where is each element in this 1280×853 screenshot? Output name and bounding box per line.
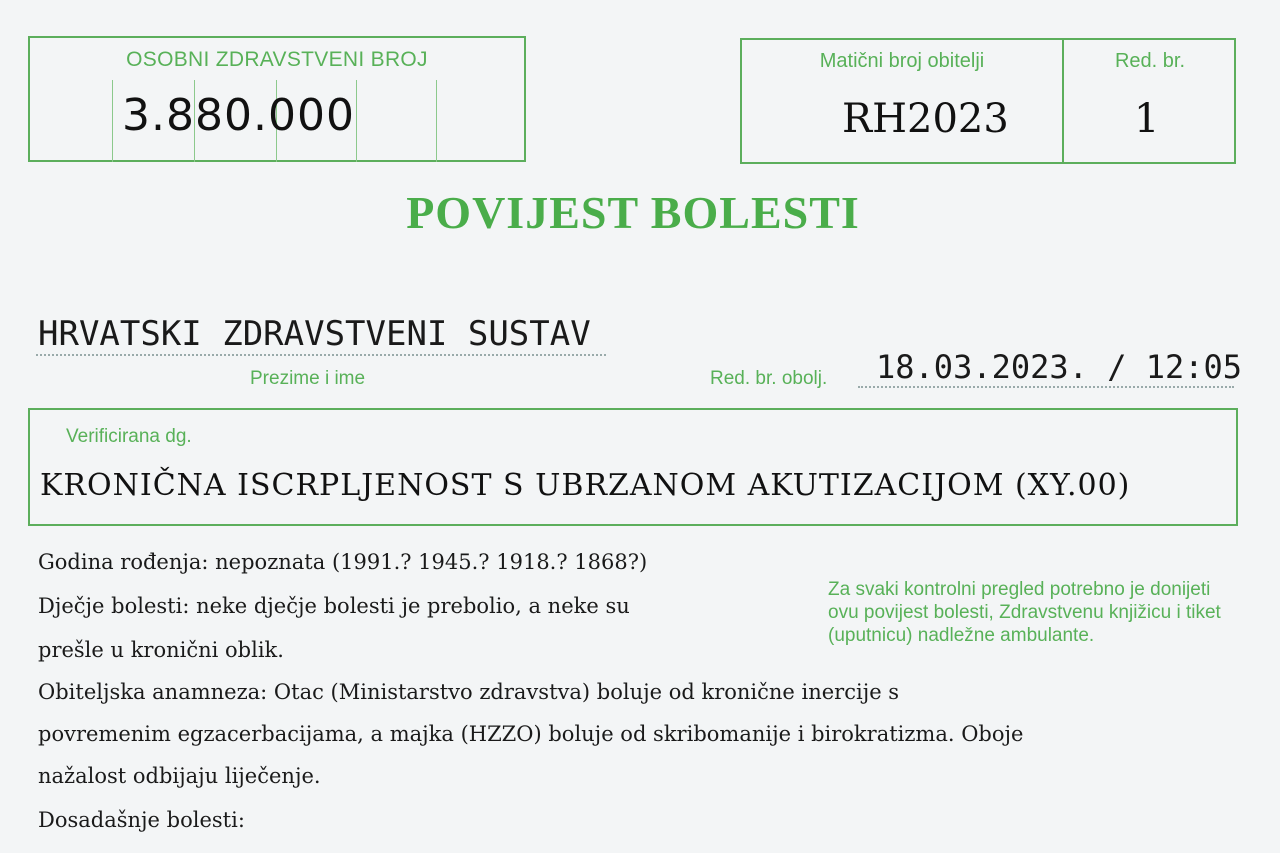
personal-health-number-value: 3.880.000 [122, 90, 355, 141]
illness-number-label: Red. br. obolj. [710, 368, 828, 389]
date-time-value: 18.03.2023. / 12:05 [876, 348, 1243, 386]
digit-divider [112, 80, 113, 162]
family-history-line-end: nažalost odbijaju liječenje. [38, 764, 321, 788]
instruction-note: Za svaki kontrolni pregled potrebno je donijeti ovu povijest bolesti, Zdravstvenu knjižicu i tiket (uputnicu) nadležne ambulante. [828, 579, 1221, 646]
diagnosis-value: KRONIČNA ISCRPLJENOST S UBRZANOM AKUTIZACIJOM (XY.00) [40, 468, 1131, 503]
patient-name-value: HRVATSKI ZDRAVSTVENI SUSTAV [38, 314, 591, 354]
family-number-value: RH2023 [842, 96, 1009, 142]
family-history-line-cont: povremenim egzacerbacijama, a majka (HZZO) boluje od skribomanije i birokratizma. Oboje [38, 722, 1024, 746]
diagnosis-box [28, 408, 1238, 526]
personal-health-number-box [28, 36, 526, 162]
diagnosis-label: Verificirana dg. [66, 426, 192, 447]
previous-diseases-line: Dosadašnje bolesti: [38, 808, 245, 832]
digit-divider [356, 80, 357, 162]
document-title: POVIJEST BOLESTI [406, 187, 860, 238]
row-number-value: 1 [1134, 96, 1160, 142]
name-dotted-line [36, 354, 606, 356]
birth-year-line: Godina rođenja: nepoznata (1991.? 1945.? 1918.? 1868?) [38, 550, 648, 574]
illness-dotted-line [858, 386, 1234, 388]
family-history-line: Obiteljska anamneza: Otac (Ministarstvo zdravstva) boluje od kronične inercije s [38, 680, 900, 704]
patient-name-label: Prezime i ime [250, 368, 366, 389]
personal-health-number-label: OSOBNI ZDRAVSTVENI BROJ [126, 48, 428, 71]
childhood-diseases-line: Dječje bolesti: neke dječje bolesti je prebolio, a neke su [38, 594, 630, 618]
row-number-label: Red. br. [1114, 50, 1186, 72]
childhood-diseases-line-cont: prešle u kronični oblik. [38, 638, 284, 662]
family-number-label: Matični broj obitelji [819, 50, 985, 72]
family-number-box [740, 38, 1236, 164]
digit-divider [436, 80, 437, 162]
